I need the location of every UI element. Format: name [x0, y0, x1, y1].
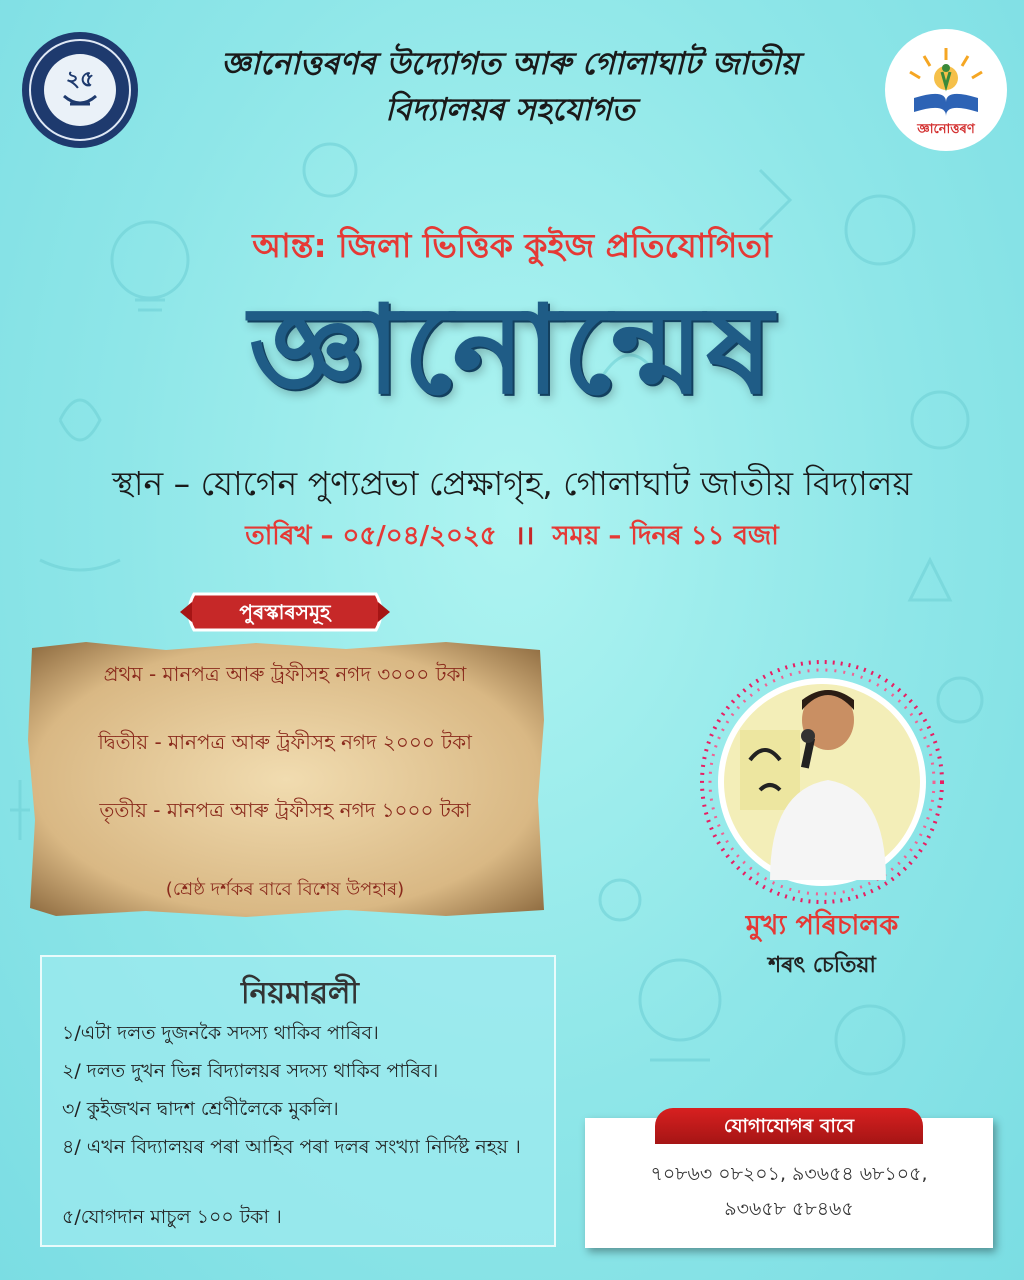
host-title: মুখ্য পৰিচালক: [745, 910, 899, 941]
prize-first: প্ৰথম - মানপত্ৰ আৰু ট্ৰফীসহ নগদ ৩০০০ টকা: [103, 662, 467, 686]
contact-phones-line-2: ৯৩৬৫৮ ৫৮৪৬৫: [724, 1198, 854, 1220]
logo-text: জ্ঞানোত্তৰণ: [917, 122, 975, 137]
header-line-2: বিদ্যালয়ৰ সহযোগত: [385, 92, 635, 128]
rule-item: ৩/ কুইজখন দ্বাদশ শ্ৰেণীলৈকে মুকলি।: [62, 1098, 339, 1120]
contact-label: যোগাযোগৰ বাবে: [655, 1108, 923, 1144]
host-photo: [700, 660, 944, 904]
prize-third: তৃতীয় - মানপত্ৰ আৰু ট্ৰফীসহ নগদ ১০০০ টকা: [99, 798, 471, 822]
school-emblem-icon: [20, 30, 140, 150]
separator: ।।: [514, 521, 535, 551]
rule-item: ২/ দলত দুখন ভিন্ন বিদ্যালয়ৰ সদস্য থাকিব পাৰিব।: [62, 1060, 439, 1082]
host-with-microphone-photo-icon: [700, 660, 944, 904]
svg-text:২৫: ২৫: [65, 67, 95, 92]
event-subtitle: আন্ত: জিলা ভিত্তিক কুইজ প্রতিযোগিতা: [252, 226, 772, 265]
rules-box: [40, 955, 556, 1247]
rule-item: ১/এটা দলত দুজনকৈ সদস্য থাকিব পাৰিব।: [62, 1022, 379, 1044]
date-text: তাৰিখ – ০৫/০৪/২০২৫: [245, 521, 497, 551]
rule-item: ৪/ এখন বিদ্যালয়ৰ পৰা আহিব পৰা দলৰ সংখ্যা নিৰ্দিষ্ট নহয় ।: [62, 1136, 521, 1158]
awards-label-banner: [180, 590, 390, 634]
time-text: সময় – দিনৰ ১১ বজা: [552, 521, 779, 551]
venue-text: স্থান – যোগেন পুণ্যপ্ৰভা প্ৰেক্ষাগৃহ, গোলাঘাট জাতীয় বিদ্যালয়: [112, 464, 912, 503]
awards-label: পুৰস্কাৰসমূহ: [239, 600, 331, 624]
event-title: জ্ঞানোন্মেষ: [249, 279, 775, 421]
gyanottoron-logo: [884, 28, 1008, 152]
header-line-1: জ্ঞানোত্তৰণৰ উদ্যোগত আৰু গোলাঘাট জাতীয়: [221, 46, 799, 82]
host-name: শৰৎ চেতিয়া: [768, 953, 876, 978]
rules-title: নিয়মাৱলী: [240, 976, 359, 1011]
prize-second: দ্বিতীয় - মানপত্ৰ আৰু ট্ৰফীসহ নগদ ২০০০ টকা: [98, 730, 472, 754]
contact-phones-line-1: ৭০৮৬৩ ০৮২০১, ৯৩৬৫৪ ৬৮১০৫,: [650, 1163, 928, 1185]
rule-item: ৫/যোগদান মাচুল ১০০ টকা ।: [62, 1206, 282, 1228]
prize-special: (শ্ৰেষ্ঠ দৰ্শকৰ বাবে বিশেষ উপহাৰ): [165, 879, 405, 900]
date-time-line: [0, 515, 1024, 559]
